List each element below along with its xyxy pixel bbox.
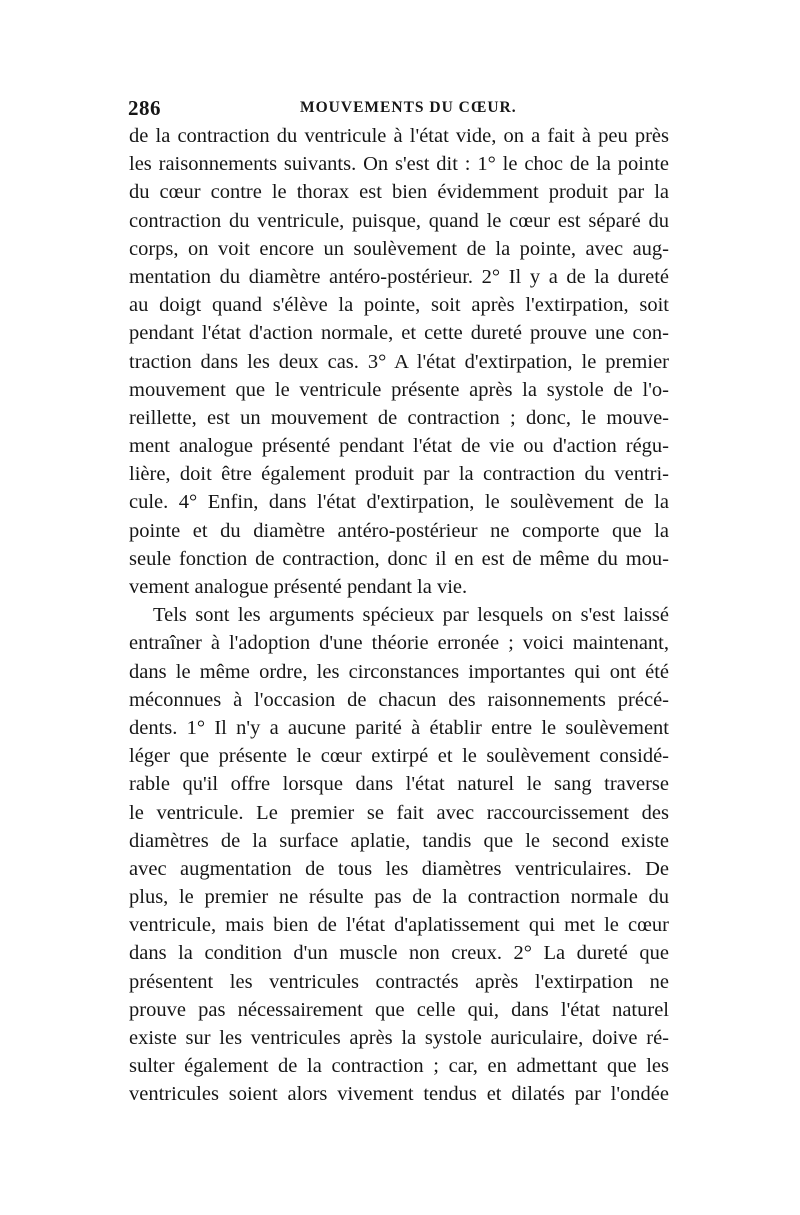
text-line: vement analogue présenté pendant la vie. xyxy=(129,576,468,598)
text-line: seule fonction de contraction, donc il en est de même du mou- xyxy=(129,547,669,570)
text-line: ment analogue présenté pendant l'état de vie ou d'action régu- xyxy=(129,435,669,458)
text-line: sulter également de la contraction ; car, en admettant que les xyxy=(129,1055,669,1078)
text-line: au doigt quand s'élève la pointe, soit après l'extirpation, soit xyxy=(129,294,669,317)
text-line: méconnues à l'occasion de chacun des raisonnements précé- xyxy=(129,688,669,711)
page-number: 286 xyxy=(128,96,161,120)
text-line: de la contraction du ventricule à l'état vide, on a fait à peu près xyxy=(129,125,669,147)
text-line: diamètres de la surface aplatie, tandis que le second existe xyxy=(129,829,669,852)
text-line: corps, on voit encore un soulèvement de la pointe, avec aug- xyxy=(129,237,669,260)
text-line: lière, doit être également produit par la contraction du ventri- xyxy=(129,463,669,486)
text-line: plus, le premier ne résulte pas de la contraction normale du xyxy=(129,886,669,909)
text-line: pointe et du diamètre antéro-postérieur ne comporte que la xyxy=(129,519,669,542)
text-line: entraîner à l'adoption d'une théorie erronée ; voici maintenant, xyxy=(129,632,669,655)
text-line: les raisonnements suivants. On s'est dit : 1° le choc de la pointe xyxy=(129,153,669,176)
text-line: ventricule, mais bien de l'état d'aplatissement qui met le cœur xyxy=(129,914,669,937)
running-head xyxy=(128,96,668,122)
text-line: avec augmentation de tous les diamètres ventriculaires. De xyxy=(129,857,669,880)
text-line: mouvement que le ventricule présente après la systole de l'o- xyxy=(129,378,669,401)
text-line: Tels sont les arguments spécieux par lesquels on s'est laissé xyxy=(153,604,669,627)
text-line: du cœur contre le thorax est bien évidemment produit par la xyxy=(129,181,669,204)
text-line: ventricules soient alors vivement tendus et dilatés par l'ondée xyxy=(129,1083,669,1106)
text-line: dents. 1° Il n'y a aucune parité à établir entre le soulèvement xyxy=(129,716,669,739)
body-text xyxy=(129,122,669,1109)
paragraph-2 xyxy=(129,601,669,1108)
text-line: rable qu'il offre lorsque dans l'état naturel le sang traverse xyxy=(129,773,669,796)
text-line: mentation du diamètre antéro-postérieur. 2° Il y a de la dureté xyxy=(129,265,669,288)
text-line: pendant l'état d'action normale, et cette dureté prouve une con- xyxy=(129,322,669,345)
text-line: dans la condition d'un muscle non creux. 2° La dureté que xyxy=(129,942,669,965)
text-line: cule. 4° Enfin, dans l'état d'extirpation, le soulèvement de la xyxy=(129,491,669,514)
text-line: prouve pas nécessairement que celle qui, dans l'état naturel xyxy=(129,998,669,1021)
text-line: le ventricule. Le premier se fait avec raccourcissement des xyxy=(129,801,669,824)
text-line: présentent les ventricules contractés après l'extirpation ne xyxy=(129,970,669,993)
paragraph-1 xyxy=(129,122,669,601)
text-line: existe sur les ventricules après la systole auriculaire, doive ré- xyxy=(129,1027,669,1049)
text-line: reillette, est un mouvement de contraction ; donc, le mouve- xyxy=(129,406,669,429)
text-line: léger que présente le cœur extirpé et le soulèvement considé- xyxy=(129,745,669,768)
running-title: MOUVEMENTS DU CŒUR. xyxy=(300,99,517,116)
text-line: dans le même ordre, les circonstances importantes qui ont été xyxy=(129,660,669,683)
text-line: traction dans les deux cas. 3° A l'état d'extirpation, le premier xyxy=(129,350,669,373)
text-line: contraction du ventricule, puisque, quand le cœur est séparé du xyxy=(129,209,669,232)
